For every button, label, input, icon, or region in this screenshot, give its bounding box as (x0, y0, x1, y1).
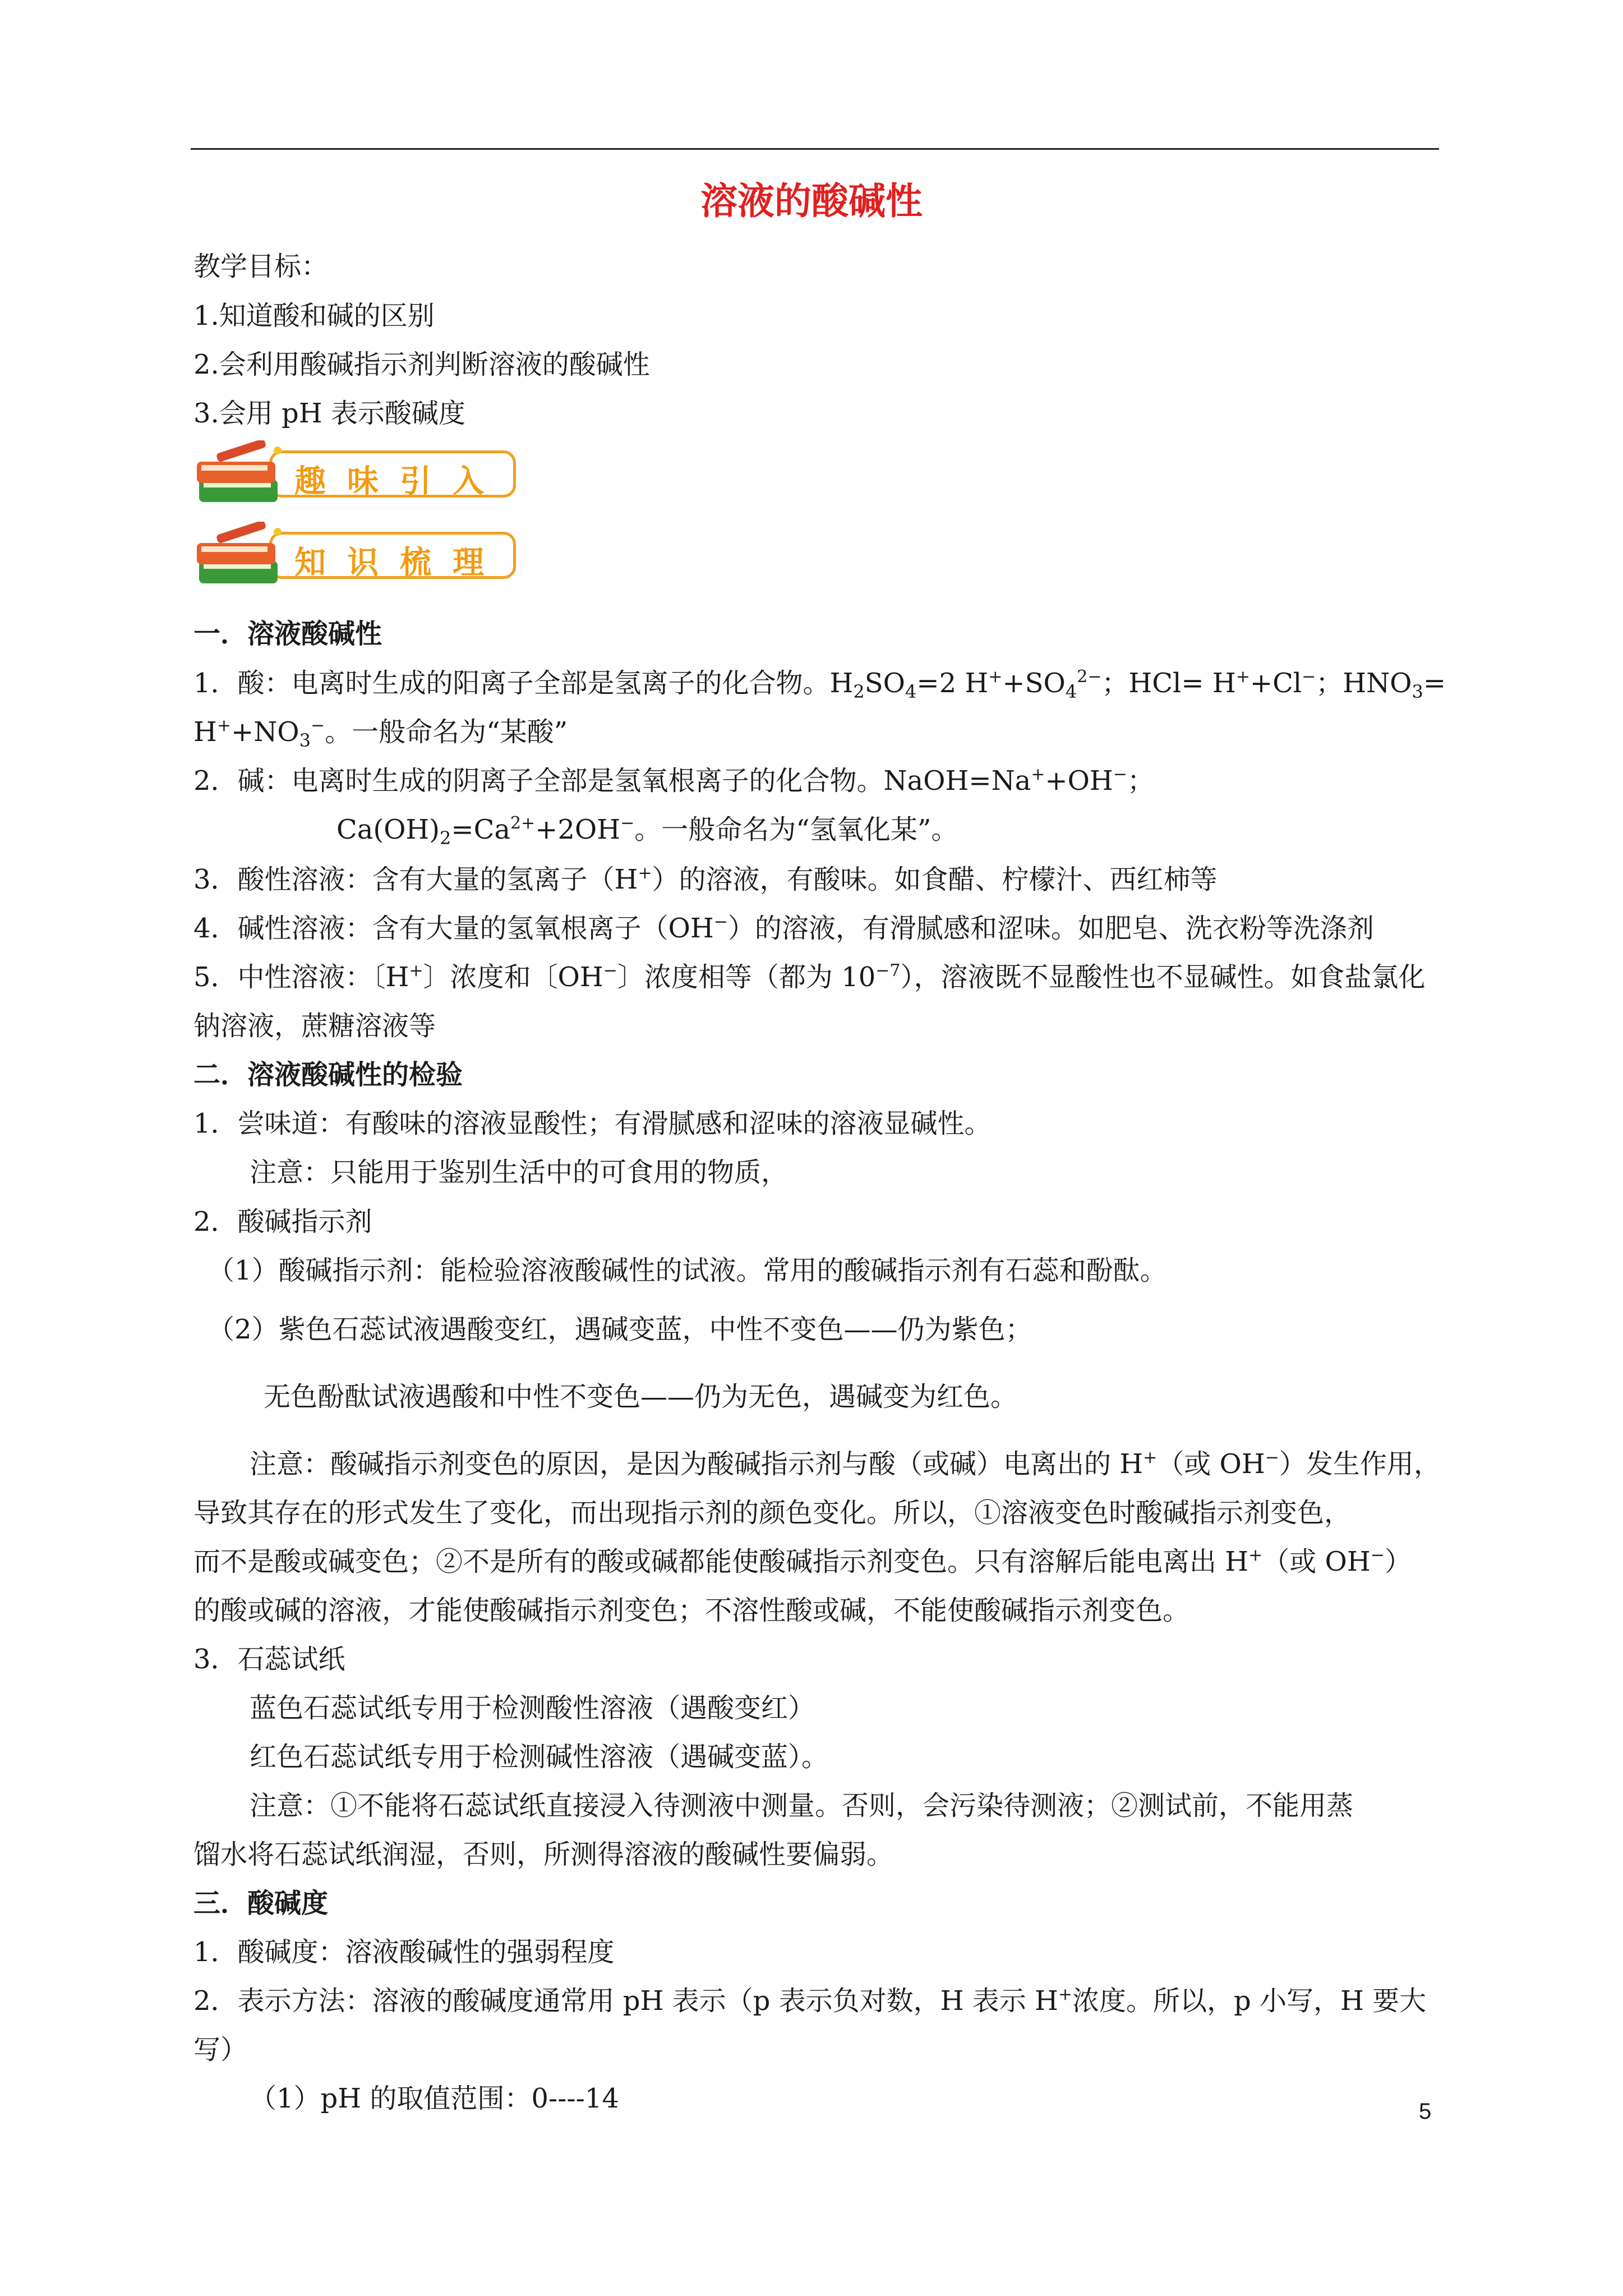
paragraph: 红色石蕊试纸专用于检测碱性溶液（遇碱变蓝）。 (250, 1741, 829, 1773)
banner-intro (193, 440, 530, 510)
paragraph: 无色酚酞试液遇酸和中性不变色——仍为无色，遇碱变为红色。 (264, 1381, 1018, 1412)
page-title: 溶液的酸碱性 (700, 179, 923, 223)
banner-label: 知识梳理 (294, 545, 505, 581)
note-paragraph: 而不是酸或碱变色；②不是所有的酸或碱都能使酸碱指示剂变色。只有溶解后能电离出 H+（或 OH−） (193, 1545, 1412, 1577)
paragraph: （1）酸碱指示剂：能检验溶液酸碱性的试液。常用的酸碱指示剂有石蕊和酚酞。 (208, 1255, 1167, 1286)
note-paragraph: 导致其存在的形式发生了变化，而出现指示剂的颜色变化。所以，①溶液变色时酸碱指示剂变色， (193, 1497, 1352, 1529)
paragraph: （2）紫色石蕊试液遇酸变红，遇碱变蓝，中性不变色——仍为紫色； (208, 1314, 1032, 1345)
books-icon (193, 522, 289, 595)
paragraph: 写） (193, 2034, 248, 2065)
acid-definition-cont: $H^++NO_3^-$。一般命名为“某酸” (193, 716, 568, 751)
banner-tab (269, 532, 516, 579)
neutral-solution-cont: 钠溶液，蔗糖溶液等 (193, 1010, 436, 1042)
section-heading: 三．酸碱度 (193, 1888, 329, 1919)
paragraph: 3．石蕊试纸 (193, 1644, 345, 1675)
paragraph: （1）pH 的取值范围：0----14 (250, 2083, 619, 2114)
section-heading: 一．溶液酸碱性 (193, 618, 382, 650)
objective-item: 2.会利用酸碱指示剂判断溶液的酸碱性 (193, 349, 650, 380)
section-heading: 二．溶液酸碱性的检验 (193, 1059, 463, 1091)
books-icon (193, 440, 289, 513)
base-example: $Ca(OH)_2=Ca^{2+}+2OH^-$。一般命名为“氢氧化某”。 (336, 813, 958, 849)
basic-solution: 4．碱性溶液：含有大量的氢氧根离子（OH−）的溶液，有滑腻感和涩味。如肥皂、洗衣粉等洗涤剂 (193, 912, 1374, 944)
paragraph: 2．酸碱指示剂 (193, 1206, 372, 1237)
acid-definition: 1．酸：电离时生成的阳离子全部是氢离子的化合物。$H_2SO_4=2$ $H^++SO_4^{2-}$；HCl= H++Cl−；$HNO_3=$ (193, 667, 1446, 702)
objectives-heading: 教学目标： (193, 251, 329, 282)
objective-item: 3.会用 pH 表示酸碱度 (193, 398, 465, 429)
banner-knowledge (193, 522, 530, 592)
base-definition: 2．碱：电离时生成的阴离子全部是氢氧根离子的化合物。NaOH=Na++OH−； (193, 765, 1154, 797)
page-number: 5 (1419, 2099, 1432, 2124)
paragraph: 注意：只能用于鉴别生活中的可食用的物质， (250, 1157, 789, 1188)
banner-label: 趣味引入 (294, 463, 505, 500)
banner-tab (269, 450, 516, 498)
note-paragraph: 注意：酸碱指示剂变色的原因，是因为酸碱指示剂与酸（或碱）电离出的 H+（或 OH−）发生作用， (250, 1448, 1441, 1480)
paragraph: 注意：①不能将石蕊试纸直接浸入待测液中测量。否则，会污染待测液；②测试前，不能用蒸 (250, 1790, 1354, 1821)
paragraph: 2．表示方法：溶液的酸碱度通常用 pH 表示（p 表示负对数，H 表示 H+浓度。所以，p 小写，H 要大 (193, 1985, 1427, 2017)
objective-item: 1.知道酸和碱的区别 (193, 300, 435, 332)
paragraph: 蓝色石蕊试纸专用于检测酸性溶液（遇酸变红） (250, 1692, 815, 1724)
acidic-solution: 3．酸性溶液：含有大量的氢离子（H+）的溶液，有酸味。如食醋、柠檬汁、西红柿等 (193, 863, 1218, 895)
neutral-solution: 5．中性溶液：〔H+〕浓度和〔OH−〕浓度相等（都为 $10^{-7}$），溶液既不显酸性也不显碱性。如食盐氯化 (193, 961, 1426, 993)
note-paragraph: 的酸或碱的溶液，才能使酸碱指示剂变色；不溶性酸或碱，不能使酸碱指示剂变色。 (193, 1595, 1190, 1626)
header-rule (191, 148, 1439, 150)
paragraph: 馏水将石蕊试纸润湿，否则，所测得溶液的酸碱性要偏弱。 (193, 1839, 894, 1870)
paragraph: 1．酸碱度：溶液酸碱性的强弱程度 (193, 1936, 615, 1968)
paragraph: 1．尝味道：有酸味的溶液显酸性；有滑腻感和涩味的溶液显碱性。 (193, 1108, 992, 1139)
